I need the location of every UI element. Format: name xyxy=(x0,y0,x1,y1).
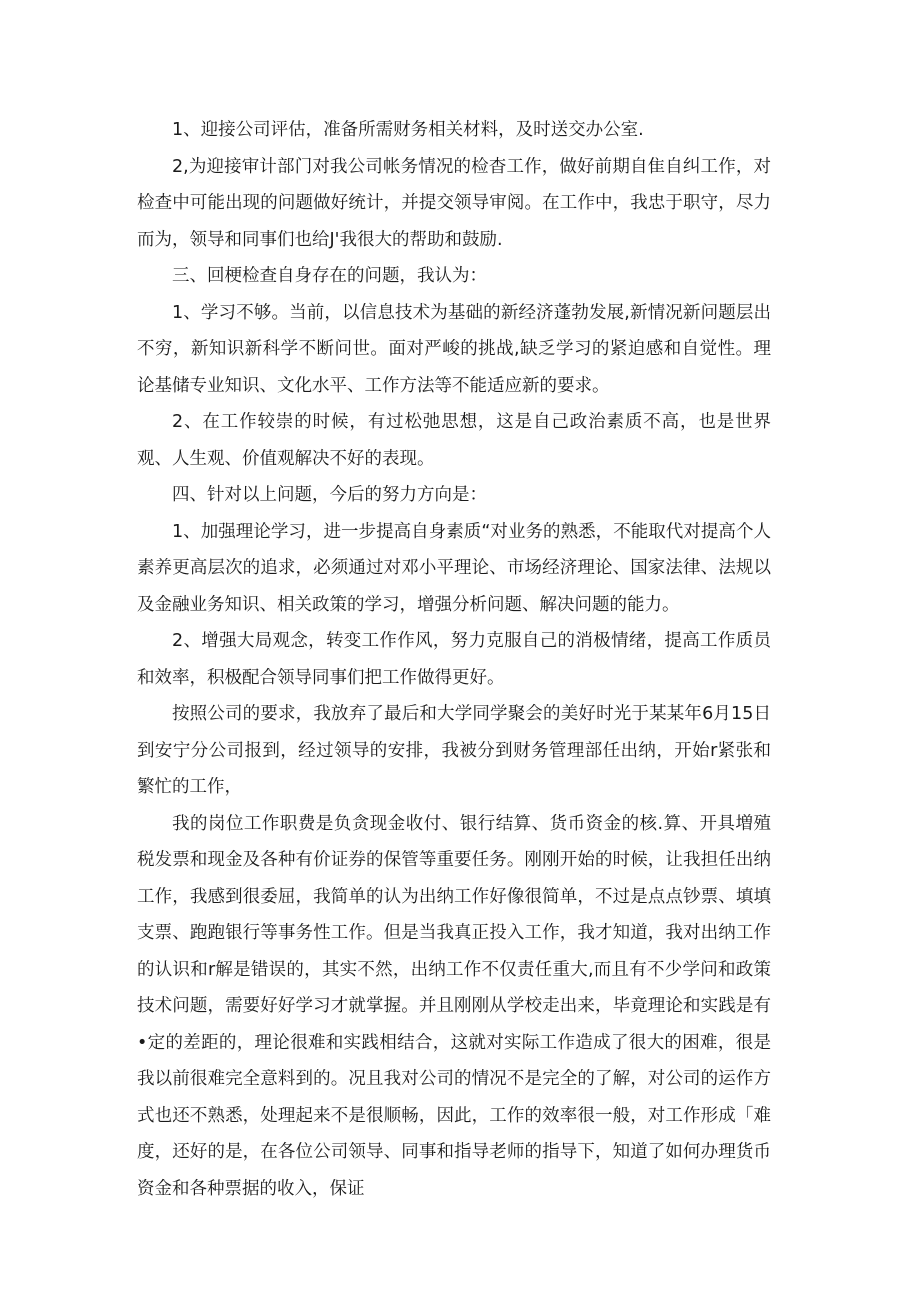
paragraph-4: 1、学习不够。当前，以信息技术为基础的新经济蓬勃发展,新情况新问题层出不穷，新知识新科学不断问世。面对严峻的挑战,缺乏学习的紧迫感和自觉性。理论基储专业知识、文化水平、工作方法等不能适应新的要求。 xyxy=(137,302,771,396)
section-heading-4: 四、针对以上问题，今后的努力方向是： xyxy=(172,485,487,505)
paragraph-2: 2,为迎接审计部门对我公司帐务情况的检杳工作，做好前期自隹自纠工作，对检查中可能出现的问题做好统计，并提交领导审阅。在工作中，我忠于职守，尽力而为，领导和同事们也给J'我很大的帮助和鼓励. xyxy=(137,156,771,250)
document-body xyxy=(137,112,771,1207)
section-heading-3: 三、回梗检查自身存在的问题，我认为： xyxy=(172,266,487,286)
paragraph-5: 2、在工作较崇的时候，有过松弛思想，这是自己政治素质不高，也是世界观、人生观、价值观解决不好的表现。 xyxy=(137,412,771,469)
paragraph-7: 1、加强理论学习，进一步提高自身素质“对业务的熟悉，不能取代对提高个人素养更高层次的追求，必须通过对邓小平理论、市场经济理论、国家法律、法规以及金融业务知识、相关政策的学习，增强分析问题、解决问题的能力。 xyxy=(137,521,771,615)
paragraph-10: 我的岗位工作职费是负贪现金收付、银行结算、货币资金的核.算、开具増殖税发票和现金及各种有价证券的保管等重要任务。刚刚开始的时候，让我担任出纳工作，我感到很委屈，我简单的认为出纳工作好像很简单，不过是点点钞票、填填支票、跑跑银行等事务性工作。但是当我真正投入工作，我才知道，我对出纳工作的认识和r解是错误的，其实不然，出纳工作不仅责任重大,而且有不少学问和政策技术问题，需要好好学习才就掌握。并且刚刚从学校走出来，毕竟理论和实践是有•定的差距的，理论很难和实践相结合，这就对实际工作造成了很大的困难，很是我以前很难完全意料到的。况且我对公司的情况不是完全的了解，对公司的运作方式也还不熟悉，处理起来不是很顺畅，因此，工作的效率很一般，对工作形成「难度，还好的是，在各位公司领导、同事和指导老师的指导下，知道了如何办理货币资金和各种票据的收入，保证 xyxy=(137,813,771,1199)
paragraph-9: 按照公司的要求，我放弃了最后和大学同学聚会的美好时光于某某年6月15日到安宁分公司报到，经过领导的安排，我被分到财务管理部任出纳，开始r紧张和繁忙的工作， xyxy=(137,704,771,797)
paragraph-1: 1、迎接公司评估，准备所需财务相关材料，及时送交办公室. xyxy=(172,120,644,140)
paragraph-8: 2、增强大局观念，转变工作作风，努力克服自己的消极情绪，提高工作质员和效率，积极配合领导同事们把工作做得更好。 xyxy=(137,631,771,688)
